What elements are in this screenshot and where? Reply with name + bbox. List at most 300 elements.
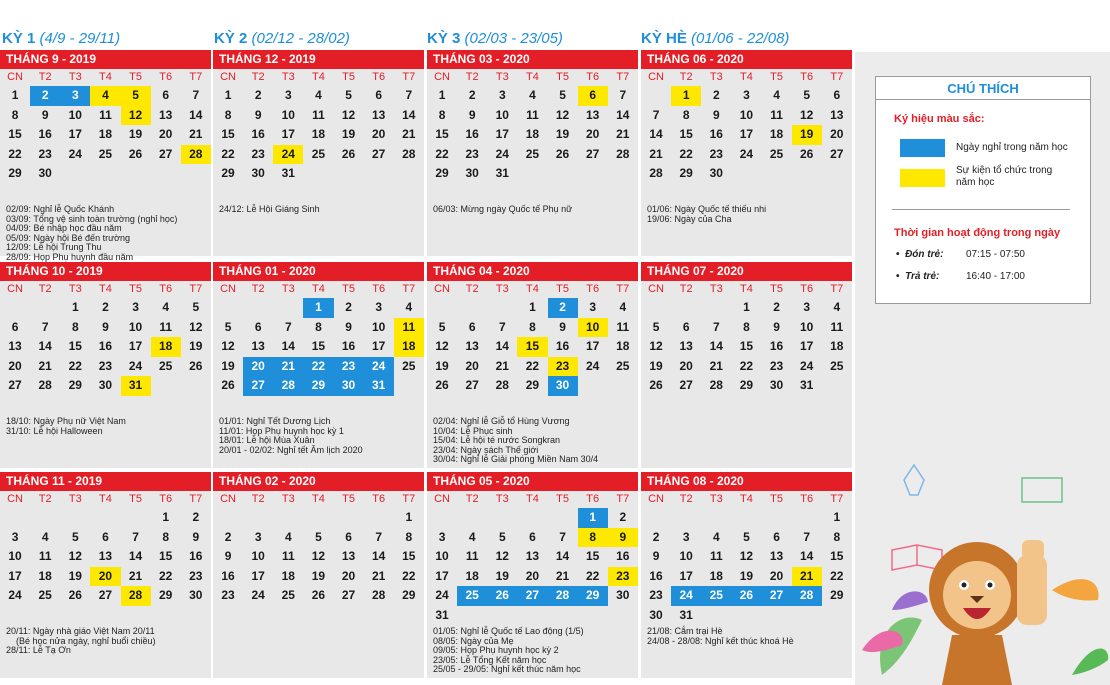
day-cell[interactable]: 20 bbox=[465, 358, 479, 373]
day-cell[interactable]: 13 bbox=[98, 549, 113, 564]
day-cell[interactable]: 20 bbox=[159, 127, 173, 142]
day-cell[interactable]: 24 bbox=[8, 588, 22, 603]
day-cell[interactable]: 23 bbox=[649, 588, 663, 603]
day-cell[interactable]: 6 bbox=[375, 88, 383, 102]
day-cell[interactable]: 25 bbox=[701, 586, 731, 606]
day-cell[interactable]: 12 bbox=[341, 107, 356, 122]
day-cell[interactable]: 1 bbox=[11, 88, 19, 102]
day-cell[interactable]: 10 bbox=[281, 107, 295, 122]
day-cell[interactable]: 10 bbox=[128, 319, 143, 334]
day-cell[interactable]: 28 bbox=[709, 378, 723, 393]
day-cell[interactable]: 22 bbox=[679, 146, 693, 161]
day-cell[interactable]: 23 bbox=[189, 568, 203, 583]
day-cell[interactable]: 12 bbox=[68, 549, 82, 564]
day-cell[interactable]: 7 bbox=[803, 529, 811, 544]
day-cell[interactable]: 8 bbox=[578, 528, 608, 548]
day-cell[interactable]: 20 bbox=[830, 127, 844, 142]
day-cell[interactable]: 5 bbox=[345, 88, 352, 102]
day-cell[interactable]: 4 bbox=[41, 529, 49, 544]
day-cell[interactable]: 29 bbox=[159, 588, 173, 603]
day-cell[interactable]: 25 bbox=[830, 358, 844, 373]
day-cell[interactable]: 6 bbox=[468, 319, 476, 334]
day-cell[interactable]: 14 bbox=[555, 549, 570, 564]
day-cell[interactable]: 5 bbox=[315, 529, 322, 544]
day-cell[interactable]: 19 bbox=[649, 358, 663, 373]
day-cell[interactable]: 13 bbox=[8, 339, 22, 354]
day-cell[interactable]: 18 bbox=[769, 127, 784, 142]
day-cell[interactable]: 25 bbox=[159, 358, 173, 373]
day-cell[interactable]: 2 bbox=[619, 510, 627, 524]
day-cell[interactable]: 9 bbox=[773, 319, 780, 334]
day-cell[interactable]: 19 bbox=[68, 568, 82, 583]
day-cell[interactable]: 11 bbox=[709, 549, 723, 564]
day-cell[interactable]: 15 bbox=[517, 337, 547, 357]
day-cell[interactable]: 18 bbox=[830, 339, 844, 354]
day-cell[interactable]: 21 bbox=[38, 358, 52, 373]
day-cell[interactable]: 8 bbox=[529, 319, 536, 334]
day-cell[interactable]: 29 bbox=[402, 588, 416, 603]
day-cell[interactable]: 14 bbox=[38, 339, 52, 354]
day-cell[interactable]: 19 bbox=[792, 125, 822, 145]
day-cell[interactable]: 18 bbox=[616, 339, 630, 354]
day-cell[interactable]: 26 bbox=[128, 146, 143, 161]
day-cell[interactable]: 7 bbox=[712, 319, 720, 334]
day-cell[interactable]: 8 bbox=[224, 107, 232, 122]
day-cell[interactable]: 16 bbox=[221, 568, 235, 583]
day-cell[interactable]: 30 bbox=[548, 376, 578, 396]
day-cell[interactable]: 14 bbox=[649, 127, 663, 142]
day-cell[interactable]: 20 bbox=[8, 358, 22, 373]
day-cell[interactable]: 11 bbox=[312, 107, 325, 122]
day-cell[interactable]: 3 bbox=[589, 300, 597, 314]
day-cell[interactable]: 5 bbox=[121, 86, 151, 106]
day-cell[interactable]: 9 bbox=[102, 319, 109, 334]
day-cell[interactable]: 9 bbox=[468, 107, 476, 122]
day-cell[interactable]: 7 bbox=[559, 529, 566, 544]
day-cell[interactable]: 13 bbox=[525, 549, 540, 564]
day-cell[interactable]: 24 bbox=[800, 358, 814, 373]
day-cell[interactable]: 5 bbox=[438, 319, 446, 334]
day-cell[interactable]: 24 bbox=[435, 588, 449, 603]
day-cell[interactable]: 4 bbox=[90, 86, 120, 106]
day-cell[interactable]: 19 bbox=[311, 568, 326, 583]
day-cell[interactable]: 2 bbox=[192, 510, 200, 524]
day-cell[interactable]: 28 bbox=[548, 586, 578, 606]
day-cell[interactable]: 27 bbox=[586, 146, 600, 161]
day-cell[interactable]: 1 bbox=[743, 300, 750, 314]
day-cell[interactable]: 8 bbox=[11, 107, 19, 122]
day-cell[interactable]: 21 bbox=[792, 567, 822, 587]
day-cell[interactable]: 14 bbox=[281, 339, 295, 354]
day-cell[interactable]: 7 bbox=[405, 88, 413, 102]
day-cell[interactable]: 10 bbox=[495, 107, 509, 122]
day-cell[interactable]: 6 bbox=[578, 86, 608, 106]
day-cell[interactable]: 11 bbox=[465, 549, 479, 564]
day-cell[interactable]: 7 bbox=[192, 88, 200, 102]
day-cell[interactable]: 5 bbox=[71, 529, 79, 544]
day-cell[interactable]: 12 bbox=[800, 107, 814, 122]
day-cell[interactable]: 21 bbox=[709, 358, 723, 373]
day-cell[interactable]: 12 bbox=[649, 339, 663, 354]
day-cell[interactable]: 21 bbox=[372, 568, 386, 583]
day-cell[interactable]: 10 bbox=[435, 549, 449, 564]
day-cell[interactable]: 29 bbox=[68, 378, 82, 393]
day-cell[interactable]: 27 bbox=[98, 588, 113, 603]
day-cell[interactable]: 24 bbox=[739, 146, 754, 161]
day-cell[interactable]: 4 bbox=[712, 529, 720, 544]
day-cell[interactable]: 18 bbox=[151, 337, 181, 357]
day-cell[interactable]: 18 bbox=[394, 337, 424, 357]
day-cell[interactable]: 11 bbox=[99, 107, 112, 122]
day-cell[interactable]: 13 bbox=[159, 107, 173, 122]
day-cell[interactable]: 18 bbox=[281, 568, 295, 583]
day-cell[interactable]: 13 bbox=[251, 339, 265, 354]
day-cell[interactable]: 1 bbox=[578, 508, 608, 528]
day-cell[interactable]: 24 bbox=[273, 145, 303, 165]
day-cell[interactable]: 1 bbox=[529, 300, 536, 314]
day-cell[interactable]: 8 bbox=[71, 319, 79, 334]
day-cell[interactable]: 3 bbox=[743, 88, 750, 102]
day-cell[interactable]: 8 bbox=[162, 529, 170, 544]
day-cell[interactable]: 26 bbox=[800, 146, 814, 161]
day-cell[interactable]: 30 bbox=[38, 166, 52, 181]
day-cell[interactable]: 22 bbox=[159, 568, 173, 583]
day-cell[interactable]: 12 bbox=[435, 339, 449, 354]
day-cell[interactable]: 5 bbox=[559, 88, 566, 102]
day-cell[interactable]: 6 bbox=[162, 88, 170, 102]
day-cell[interactable]: 13 bbox=[830, 107, 844, 122]
day-cell[interactable]: 9 bbox=[224, 549, 232, 564]
day-cell[interactable]: 24 bbox=[251, 588, 265, 603]
day-cell[interactable]: 27 bbox=[762, 586, 792, 606]
day-cell[interactable]: 5 bbox=[803, 88, 811, 102]
day-cell[interactable]: 29 bbox=[8, 166, 22, 181]
day-cell[interactable]: 28 bbox=[495, 378, 509, 393]
day-cell[interactable]: 15 bbox=[435, 127, 449, 142]
day-cell[interactable]: 31 bbox=[435, 607, 449, 622]
day-cell[interactable]: 8 bbox=[438, 107, 446, 122]
day-cell[interactable]: 11 bbox=[830, 319, 844, 334]
day-cell[interactable]: 28 bbox=[372, 588, 386, 603]
day-cell[interactable]: 10 bbox=[578, 318, 608, 338]
day-cell[interactable]: 13 bbox=[679, 339, 693, 354]
day-cell[interactable]: 3 bbox=[375, 300, 383, 314]
day-cell[interactable]: 1 bbox=[438, 88, 446, 102]
day-cell[interactable]: 15 bbox=[679, 127, 693, 142]
day-cell[interactable]: 12 bbox=[221, 339, 235, 354]
day-cell[interactable]: 22 bbox=[303, 357, 333, 377]
day-cell[interactable]: 15 bbox=[402, 549, 416, 564]
day-cell[interactable]: 5 bbox=[192, 300, 200, 314]
day-cell[interactable]: 2 bbox=[254, 88, 262, 102]
day-cell[interactable]: 24 bbox=[128, 358, 143, 373]
day-cell[interactable]: 22 bbox=[68, 358, 82, 373]
day-cell[interactable]: 1 bbox=[162, 510, 170, 524]
day-cell[interactable]: 25 bbox=[311, 146, 326, 161]
day-cell[interactable]: 23 bbox=[608, 567, 638, 587]
day-cell[interactable]: 25 bbox=[525, 146, 540, 161]
day-cell[interactable]: 3 bbox=[803, 300, 811, 314]
day-cell[interactable]: 4 bbox=[619, 300, 627, 314]
day-cell[interactable]: 25 bbox=[769, 146, 784, 161]
day-cell[interactable]: 23 bbox=[98, 358, 113, 373]
day-cell[interactable]: 29 bbox=[525, 378, 540, 393]
day-cell[interactable]: 8 bbox=[743, 319, 750, 334]
day-cell[interactable]: 6 bbox=[254, 319, 262, 334]
day-cell[interactable]: 21 bbox=[402, 127, 416, 142]
day-cell[interactable]: 26 bbox=[435, 378, 449, 393]
day-cell[interactable]: 19 bbox=[341, 127, 356, 142]
day-cell[interactable]: 4 bbox=[162, 300, 170, 314]
day-cell[interactable]: 25 bbox=[457, 586, 487, 606]
day-cell[interactable]: 6 bbox=[102, 529, 109, 544]
day-cell[interactable]: 28 bbox=[649, 166, 663, 181]
day-cell[interactable]: 6 bbox=[682, 319, 690, 334]
day-cell[interactable]: 13 bbox=[769, 549, 784, 564]
day-cell[interactable]: 6 bbox=[345, 529, 352, 544]
day-cell[interactable]: 14 bbox=[189, 107, 203, 122]
day-cell[interactable]: 21 bbox=[273, 357, 303, 377]
day-cell[interactable]: 27 bbox=[465, 378, 479, 393]
day-cell[interactable]: 4 bbox=[315, 88, 322, 102]
day-cell[interactable]: 26 bbox=[221, 378, 235, 393]
day-cell[interactable]: 11 bbox=[394, 318, 424, 338]
day-cell[interactable]: 26 bbox=[189, 358, 203, 373]
day-cell[interactable]: 27 bbox=[372, 146, 386, 161]
day-cell[interactable]: 28 bbox=[402, 146, 416, 161]
day-cell[interactable]: 3 bbox=[60, 86, 90, 106]
day-cell[interactable]: 29 bbox=[679, 166, 693, 181]
day-cell[interactable]: 7 bbox=[284, 319, 292, 334]
day-cell[interactable]: 11 bbox=[526, 107, 539, 122]
day-cell[interactable]: 18 bbox=[465, 568, 479, 583]
day-cell[interactable]: 24 bbox=[671, 586, 701, 606]
day-cell[interactable]: 18 bbox=[311, 127, 326, 142]
day-cell[interactable]: 9 bbox=[254, 107, 262, 122]
day-cell[interactable]: 14 bbox=[128, 549, 143, 564]
day-cell[interactable]: 16 bbox=[616, 549, 630, 564]
day-cell[interactable]: 20 bbox=[243, 357, 273, 377]
day-cell[interactable]: 2 bbox=[30, 86, 60, 106]
day-cell[interactable]: 20 bbox=[769, 568, 784, 583]
day-cell[interactable]: 11 bbox=[616, 319, 630, 334]
day-cell[interactable]: 26 bbox=[68, 588, 82, 603]
day-cell[interactable]: 28 bbox=[273, 376, 303, 396]
day-cell[interactable]: 29 bbox=[435, 166, 449, 181]
day-cell[interactable]: 10 bbox=[679, 549, 693, 564]
day-cell[interactable]: 15 bbox=[68, 339, 82, 354]
day-cell[interactable]: 17 bbox=[586, 339, 600, 354]
day-cell[interactable]: 13 bbox=[341, 549, 356, 564]
day-cell[interactable]: 28 bbox=[181, 145, 211, 165]
day-cell[interactable]: 15 bbox=[159, 549, 173, 564]
day-cell[interactable]: 2 bbox=[468, 88, 476, 102]
day-cell[interactable]: 14 bbox=[372, 549, 386, 564]
day-cell[interactable]: 12 bbox=[189, 319, 203, 334]
day-cell[interactable]: 1 bbox=[303, 298, 333, 318]
day-cell[interactable]: 4 bbox=[529, 88, 536, 102]
day-cell[interactable]: 16 bbox=[98, 339, 113, 354]
day-cell[interactable]: 31 bbox=[364, 376, 394, 396]
day-cell[interactable]: 19 bbox=[221, 358, 235, 373]
day-cell[interactable]: 25 bbox=[281, 588, 295, 603]
day-cell[interactable]: 23 bbox=[251, 146, 265, 161]
day-cell[interactable]: 2 bbox=[345, 300, 352, 314]
day-cell[interactable]: 16 bbox=[38, 127, 52, 142]
day-cell[interactable]: 16 bbox=[555, 339, 570, 354]
day-cell[interactable]: 27 bbox=[243, 376, 273, 396]
day-cell[interactable]: 30 bbox=[189, 588, 203, 603]
day-cell[interactable]: 27 bbox=[517, 586, 547, 606]
day-cell[interactable]: 10 bbox=[8, 549, 22, 564]
day-cell[interactable]: 20 bbox=[586, 127, 600, 142]
day-cell[interactable]: 18 bbox=[98, 127, 113, 142]
day-cell[interactable]: 25 bbox=[616, 358, 630, 373]
day-cell[interactable]: 4 bbox=[468, 529, 476, 544]
day-cell[interactable]: 3 bbox=[132, 300, 139, 314]
day-cell[interactable]: 6 bbox=[529, 529, 536, 544]
day-cell[interactable]: 22 bbox=[830, 568, 844, 583]
day-cell[interactable]: 9 bbox=[345, 319, 352, 334]
day-cell[interactable]: 29 bbox=[578, 586, 608, 606]
day-cell[interactable]: 19 bbox=[739, 568, 754, 583]
day-cell[interactable]: 30 bbox=[616, 588, 630, 603]
day-cell[interactable]: 15 bbox=[311, 339, 326, 354]
day-cell[interactable]: 23 bbox=[465, 146, 479, 161]
day-cell[interactable]: 4 bbox=[773, 88, 780, 102]
day-cell[interactable]: 28 bbox=[792, 586, 822, 606]
day-cell[interactable]: 27 bbox=[830, 146, 844, 161]
day-cell[interactable]: 27 bbox=[341, 588, 356, 603]
day-cell[interactable]: 22 bbox=[525, 358, 540, 373]
day-cell[interactable]: 3 bbox=[438, 529, 446, 544]
day-cell[interactable]: 31 bbox=[121, 376, 151, 396]
day-cell[interactable]: 10 bbox=[372, 319, 386, 334]
day-cell[interactable]: 3 bbox=[254, 529, 262, 544]
day-cell[interactable]: 1 bbox=[833, 510, 841, 524]
day-cell[interactable]: 7 bbox=[41, 319, 49, 334]
day-cell[interactable]: 17 bbox=[251, 568, 265, 583]
day-cell[interactable]: 15 bbox=[8, 127, 22, 142]
day-cell[interactable]: 20 bbox=[341, 568, 356, 583]
day-cell[interactable]: 23 bbox=[221, 588, 235, 603]
day-cell[interactable]: 3 bbox=[682, 529, 690, 544]
day-cell[interactable]: 17 bbox=[128, 339, 143, 354]
day-cell[interactable]: 17 bbox=[68, 127, 82, 142]
day-cell[interactable]: 4 bbox=[284, 529, 292, 544]
day-cell[interactable]: 25 bbox=[402, 358, 416, 373]
day-cell[interactable]: 7 bbox=[619, 88, 627, 102]
day-cell[interactable]: 13 bbox=[372, 107, 386, 122]
day-cell[interactable]: 21 bbox=[189, 127, 203, 142]
day-cell[interactable]: 27 bbox=[8, 378, 22, 393]
day-cell[interactable]: 30 bbox=[465, 166, 479, 181]
day-cell[interactable]: 19 bbox=[495, 568, 509, 583]
day-cell[interactable]: 30 bbox=[649, 607, 663, 622]
day-cell[interactable]: 9 bbox=[652, 549, 660, 564]
day-cell[interactable]: 10 bbox=[800, 319, 814, 334]
day-cell[interactable]: 19 bbox=[435, 358, 449, 373]
day-cell[interactable]: 20 bbox=[372, 127, 386, 142]
day-cell[interactable]: 12 bbox=[555, 107, 570, 122]
day-cell[interactable]: 7 bbox=[375, 529, 383, 544]
day-cell[interactable]: 21 bbox=[649, 146, 663, 161]
day-cell[interactable]: 13 bbox=[586, 107, 600, 122]
day-cell[interactable]: 5 bbox=[498, 529, 506, 544]
day-cell[interactable]: 29 bbox=[221, 166, 235, 181]
day-cell[interactable]: 30 bbox=[769, 378, 784, 393]
day-cell[interactable]: 1 bbox=[405, 510, 413, 524]
day-cell[interactable]: 17 bbox=[281, 127, 295, 142]
day-cell[interactable]: 2 bbox=[773, 300, 780, 314]
day-cell[interactable]: 9 bbox=[41, 107, 49, 122]
day-cell[interactable]: 23 bbox=[38, 146, 52, 161]
day-cell[interactable]: 30 bbox=[709, 166, 723, 181]
day-cell[interactable]: 21 bbox=[616, 127, 630, 142]
day-cell[interactable]: 3 bbox=[11, 529, 19, 544]
day-cell[interactable]: 31 bbox=[800, 378, 814, 393]
day-cell[interactable]: 23 bbox=[548, 357, 578, 377]
day-cell[interactable]: 15 bbox=[221, 127, 235, 142]
day-cell[interactable]: 12 bbox=[495, 549, 509, 564]
day-cell[interactable]: 6 bbox=[11, 319, 19, 334]
day-cell[interactable]: 14 bbox=[800, 549, 814, 564]
day-cell[interactable]: 16 bbox=[649, 568, 663, 583]
day-cell[interactable]: 23 bbox=[769, 358, 784, 373]
day-cell[interactable]: 18 bbox=[709, 568, 723, 583]
day-cell[interactable]: 5 bbox=[224, 319, 232, 334]
day-cell[interactable]: 1 bbox=[224, 88, 232, 102]
day-cell[interactable]: 10 bbox=[251, 549, 265, 564]
day-cell[interactable]: 5 bbox=[652, 319, 660, 334]
day-cell[interactable]: 28 bbox=[38, 378, 52, 393]
day-cell[interactable]: 3 bbox=[498, 88, 506, 102]
day-cell[interactable]: 23 bbox=[709, 146, 723, 161]
day-cell[interactable]: 30 bbox=[334, 376, 364, 396]
day-cell[interactable]: 25 bbox=[98, 146, 113, 161]
day-cell[interactable]: 11 bbox=[770, 107, 783, 122]
day-cell[interactable]: 30 bbox=[98, 378, 113, 393]
day-cell[interactable]: 17 bbox=[435, 568, 449, 583]
day-cell[interactable]: 29 bbox=[830, 588, 844, 603]
day-cell[interactable]: 17 bbox=[679, 568, 693, 583]
day-cell[interactable]: 16 bbox=[709, 127, 723, 142]
day-cell[interactable]: 25 bbox=[38, 588, 52, 603]
day-cell[interactable]: 5 bbox=[743, 529, 750, 544]
day-cell[interactable]: 20 bbox=[525, 568, 540, 583]
day-cell[interactable]: 8 bbox=[315, 319, 322, 334]
day-cell[interactable]: 10 bbox=[739, 107, 754, 122]
day-cell[interactable]: 16 bbox=[341, 339, 356, 354]
day-cell[interactable]: 26 bbox=[555, 146, 570, 161]
day-cell[interactable]: 16 bbox=[465, 127, 479, 142]
day-cell[interactable]: 8 bbox=[682, 107, 690, 122]
day-cell[interactable]: 17 bbox=[800, 339, 814, 354]
day-cell[interactable]: 2 bbox=[224, 529, 232, 544]
day-cell[interactable]: 11 bbox=[159, 319, 173, 334]
day-cell[interactable]: 26 bbox=[311, 588, 326, 603]
day-cell[interactable]: 4 bbox=[833, 300, 841, 314]
day-cell[interactable]: 26 bbox=[649, 378, 663, 393]
day-cell[interactable]: 12 bbox=[121, 106, 151, 126]
day-cell[interactable]: 7 bbox=[498, 319, 506, 334]
day-cell[interactable]: 28 bbox=[616, 146, 630, 161]
day-cell[interactable]: 2 bbox=[652, 529, 660, 544]
day-cell[interactable]: 15 bbox=[739, 339, 754, 354]
day-cell[interactable]: 9 bbox=[192, 529, 200, 544]
day-cell[interactable]: 17 bbox=[739, 127, 754, 142]
day-cell[interactable]: 14 bbox=[709, 339, 723, 354]
